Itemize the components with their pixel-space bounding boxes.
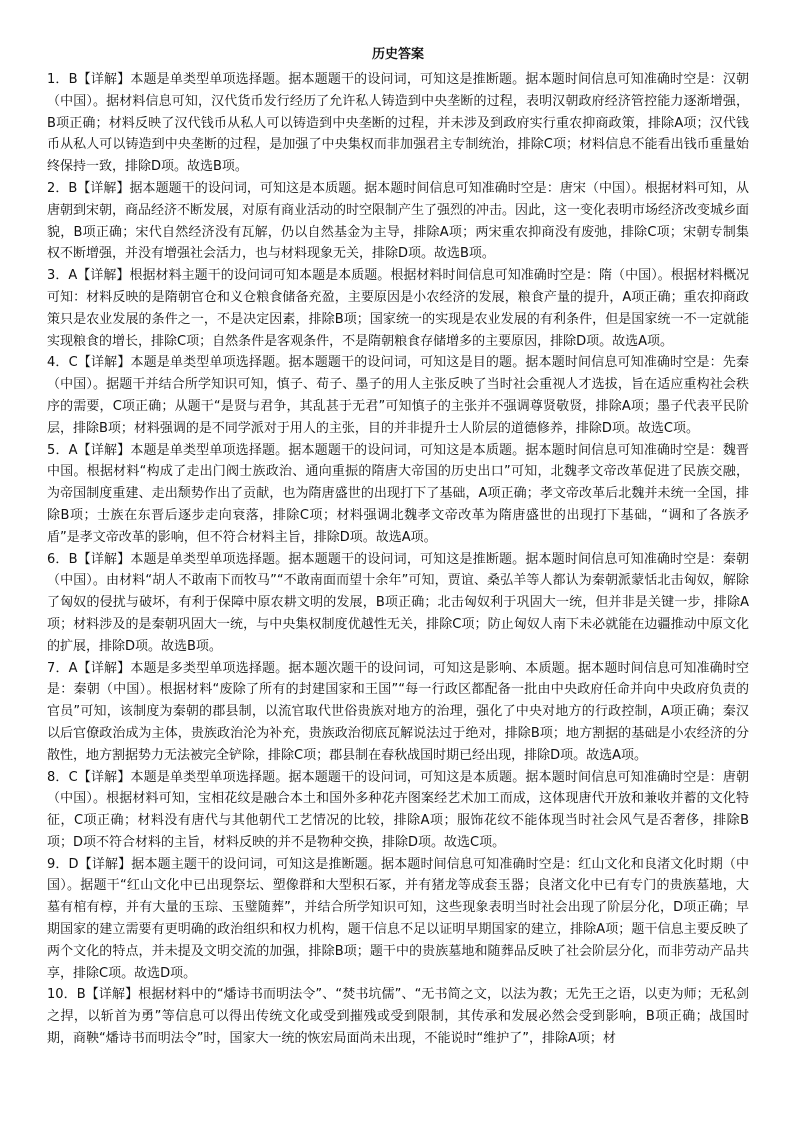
answer-item: 5．A【详解】本题是单类型单项选择题。据本题题干的设问词，可知这是本质题。据本题时间信息可知准确时空是：魏晋中国。根据材料“构成了走出门阀士族政治、通向重振的隋唐大帝国的历史出口”可知，北魏孝文帝改革促进了民族交融，为帝国制度重建、走出颓势作出了贡献，也为隋唐盛世的出现打下了基础，A项正确；孝文帝改革后北魏并未统一全国，排除B项；士族在东晋后逐步走向衰落，排除C项；材料强调北魏孝文帝改革为隋唐盛世的出现打下基础，“调和了各族矛盾”是孝文帝改革的影响，但不符合材料主旨，排除D项。故选A项。 — [47, 442, 749, 545]
answer-item: 9．D【详解】据本题主题干的设问词，可知这是推断题。据本题时间信息可知准确时空是：红山文化和良渚文化时期（中国）。据题干“红山文化中已出现祭坛、塑像群和大型积石冢，并有猪龙等成套玉器；良渚文化中已有专门的贵族墓地，大墓有棺有椁，并有大量的玉琮、玉璧随葬”，并结合所学知识可知，这些现象表明当时社会出现了阶层分化，D项正确；早期国家的建立需要有更明确的政治组织和权力机构，题干信息不足以证明早期国家的建立，排除A项；题干信息主要反映了两个文化的特点，并未提及文明交流的加强，排除B项；题干中的贵族墓地和随葬品反映了社会阶层分化，而非劳动产品共享，排除C项。故选D项。 — [47, 856, 749, 981]
answer-item: 8．C【详解】本题是单类型单项选择题。据本题题干的设问词，可知这是本质题。据本题时间信息可知准确时空是：唐朝（中国）。根据材料可知，宝相花纹是融合本土和国外多种花卉图案经艺术加工而成，这体现唐代开放和兼收并蓄的文化特征，C项正确；材料没有唐代与其他朝代工艺情况的比较，排除A项；服饰花纹不能体现当时社会风气是否奢侈，排除B项；D项不符合材料的主旨，材料反映的并不是物种交换，排除D项。故选C项。 — [47, 769, 749, 850]
answer-item: 1．B【详解】本题是单类型单项选择题。据本题题干的设问词，可知这是推断题。据本题时间信息可知准确时空是：汉朝（中国）。据材料信息可知，汉代货币发行经历了允许私人铸造到中央垄断的过程，表明汉朝政府经济管控能力逐渐增强，B项正确；材料反映了汉代钱币从私人可以铸造到中央垄断的过程，并未涉及到政府实行重农抑商政策，排除A项；汉代钱币从私人可以铸造到中央垄断的过程，是加强了中央集权而非加强君主专制统治，排除C项；材料信息不能看出钱币重量始终保持一致，排除D项。故选B项。 — [47, 72, 749, 175]
answer-item: 4．C【详解】本题是单类型单项选择题。据本题题干的设问词，可知这是目的题。据本题时间信息可知准确时空是：先秦（中国）。据题干并结合所学知识可知，慎子、荀子、墨子的用人主张反映了当时社会重视人才选拔，旨在适应重构社会秩序的需要，C项正确；从题干“是贤与君争，其乱甚于无君”可知慎子的主张并不强调尊贤敬贤，排除A项；墨子代表平民阶层，排除B项；材料强调的是不同学派对于用人的主张，目的并非提升士人阶层的道德修养，排除D项。故选C项。 — [47, 355, 749, 436]
answer-item: 10．B【详解】根据材料中的“燔诗书而明法令”、“焚书坑儒”、“无书简之文，以法为教；无先王之语，以吏为师；无私剑之捍，以斩首为勇”等信息可以得出传统文化或受到摧残或受到限制，其传承和发展必然会受到影响，B项正确；战国时期，商鞅“燔诗书而明法令”时，国家大一统的恢宏局面尚未出现，不能说时“维护了”，排除A项；材 — [47, 987, 749, 1047]
page-title: 历史答案 — [371, 47, 424, 62]
answer-item: 3．A【详解】根据材料主题干的设问词可知本题是本质题。根据材料时间信息可知准确时空是：隋（中国）。根据材料概况可知：材料反映的是隋朝官仓和义仓粮食储备充盈，主要原因是小农经济的发展，粮食产量的提升，A项正确；重农抑商政策只是农业发展的条件之一，不是决定因素，排除B项；国家统一的实现是农业发展的有利条件，但是国家统一不一定就能实现粮食的增长，排除C项；自然条件是客观条件，不是隋朝粮食存储增多的主要原因，排除D项。故选A项。 — [47, 268, 749, 349]
answer-item: 7．A【详解】本题是多类型单项选择题。据本题次题干的设问词，可知这是影响、本质题。据本题时间信息可知准确时空是：秦朝（中国）。根据材料“废除了所有的封建国家和王国”“每一行政区都配备一批由中央政府任命并向中央政府负责的官员”可知，该制度为秦朝的郡县制，以流官取代世俗贵族对地方的治理，强化了中央对地方的行政控制，A项正确；秦汉以后官僚政治成为主体，贵族政治沦为补充，贵族政治彻底瓦解说法过于绝对，排除B项；地方割据的基础是小农经济的分散性，地方割据势力无法被完全铲除，排除C项；郡县制在春秋战国时期已经出现，排除D项。故选A项。 — [47, 660, 749, 763]
answer-item: 2．B【详解】据本题题干的设问词，可知这是本质题。据本题时间信息可知准确时空是：唐宋（中国）。根据材料可知，从唐朝到宋朝，商品经济不断发展，对原有商业活动的时空限制产生了强烈的冲击。因此，这一变化表明市场经济改变城乡面貌，B项正确；宋代自然经济没有瓦解，仍以自然基金为主导，排除A项；两宋重农抑商没有废弛，排除C项；宋朝专制集权不断增强，并没有增强社会活力，也与材料现象无关，排除D项。故选B项。 — [47, 180, 750, 262]
answer-sheet — [47, 46, 749, 1050]
answer-item: 6．B【详解】本题是单类型单项选择题。据本题题干的设问词，可知这是推断题。据本题时间信息可知准确时空是：秦朝（中国）。由材料“胡人不敢南下而牧马”“不敢南面而望十余年”可知，贾谊、桑弘羊等人都认为秦朝派蒙恬北击匈奴，解除了匈奴的侵扰与破坏，有利于保障中原农耕文明的发展，B项正确；北击匈奴利于巩固大一统，但并非是关键一步，排除A项；材料涉及的是秦朝巩固大一统，与中央集权制度优越性无关，排除C项；防止匈奴人南下未必就能在边疆推动中原文化的扩展，排除D项。故选B项。 — [47, 551, 749, 654]
